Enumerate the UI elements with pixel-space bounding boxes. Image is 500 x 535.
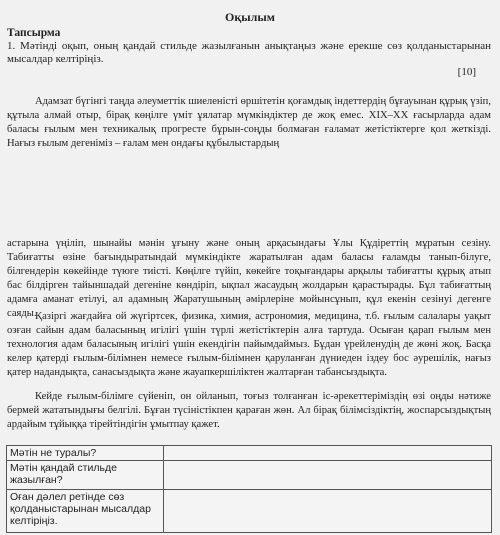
question-cell: Оған дәлел ретінде сөз қолданыстарынан мысалдар келтіріңіз. — [7, 490, 164, 533]
text-paragraph-2: астарына үңіліп, шынайы мәнін ұғыну және оның арқасындағы Ұлы Құдіреттің мұратын сезіну. Табиғатты өзіне бағындыратындай мүмкіндікте жаратылған адам баласы ғаламды танып-білуге, білгендерін көкейінде түюге тиісті. Көңілге түйіп, көкейге тоқығандары арқылы табиғатты құрық атып бас білдірген тайыншадай дегеніне көндіріп, ықпал жасаудың жолдарын қарастырады. Бұл табиғаттың адамға аманат етілуі, ал адамның Жаратушының әмірлеріне мойынсұнып, құл екенін сезінуі дегенге саяды. — [7, 238, 491, 319]
points-marker: [10] — [457, 66, 476, 78]
question-cell: Мәтін қандай стильде жазылған? — [7, 461, 164, 490]
text-paragraph-1: Адамзат бүгінгі таңда әлеуметтік шиеленісті өршітетін қоғамдық індеттердің бұғауынан құрық үзіп, құтыла алмай отыр, бірақ көңілге үміт ұялатар мүмкіндіктер де жоқ емес. XIX–XX ғасырларда адам баласы ғылым мен техникалық прогресте бұрын-соңды болмаған ғаламат жетістіктерге қол жеткізді. Нағыз ғылым дегеніміз – ғалам мен ондағы құбылыстардың — [7, 96, 491, 149]
section-title: Оқылым — [225, 10, 275, 24]
task-label: Тапсырма — [7, 27, 61, 39]
answer-cell[interactable] — [164, 490, 492, 533]
table-row — [7, 461, 492, 490]
question-cell: Мәтін не туралы? — [7, 446, 164, 461]
text-paragraph-4: Кейде ғылым-білімге сүйеніп, он ойланып, тоғыз толғанған іс-әрекеттеріміздің өзі оңды нәтиже бермей жататындығы белгілі. Бұған түсіністікпен қараған жөн. Ал бірақ білімсіздіктің, жоспарсыздықтың ардайым тұйыққа тірейтіндігін ұмытпау қажет. — [7, 391, 491, 430]
table-row — [7, 490, 492, 533]
task-instruction: 1. Мәтінді оқып, оның қандай стильде жазылғанын анықтаңыз және ерекше сөз қолданыстарынан мысалдар келтіріңіз. — [7, 40, 491, 65]
text-paragraph-3: Қазіргі жағдайға ой жүгіртсек, физика, химия, астрономия, медицина, т.б. ғылым салалары уақыт озған сайын адам баласының игілігі үшін түрлі жетістіктерін алға тартуда. Осыған қарап ғылым мен технология адам баласының игілігі үшін екендігін пайымдаймыз. Бұдан үрейленудің де жөні жоқ. Басқа келер қатерді ғылым-білімнен немесе ғылым-білімнен қаруланған дүниеден іздеу бос әурешілік, нағыз қатер надандықта, санасыздықта және жауапкершіліктен жалтарған табансыздықта. — [7, 311, 491, 378]
answer-cell[interactable] — [164, 446, 492, 461]
answer-cell[interactable] — [164, 461, 492, 490]
table-row — [7, 446, 492, 461]
answer-table — [6, 445, 492, 533]
